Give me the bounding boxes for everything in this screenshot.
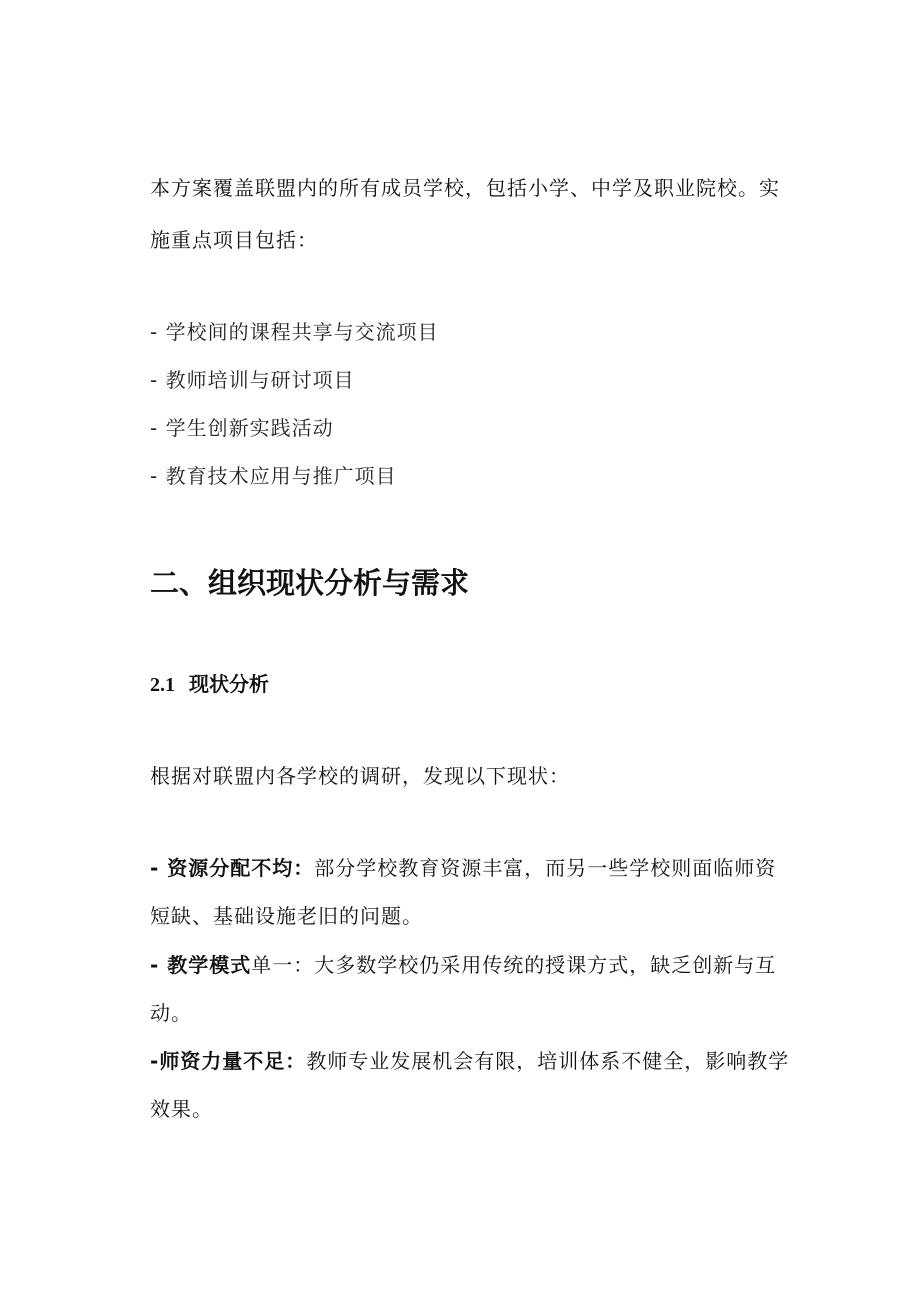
finding-1-line-1 — [150, 858, 800, 878]
subsection-title: 现状分析 — [189, 672, 269, 696]
finding-2-text: 单一：大多数学校仍采用传统的授课方式，缺乏创新与互 — [251, 953, 777, 977]
intro-paragraph-line-2: 施重点项目包括： — [150, 228, 318, 252]
list-item: - 学生创新实践活动 — [150, 416, 334, 440]
finding-2-bold: 教学模式 — [167, 953, 252, 977]
subsection-heading — [150, 672, 269, 697]
list-item: - 学校间的课程共享与交流项目 — [150, 320, 439, 344]
finding-3-text: 教师专业发展机会有限，培训体系不健全，影响教学 — [306, 1049, 790, 1073]
list-item: - 教育技术应用与推广项目 — [150, 464, 397, 488]
subsection-number: 2.1 — [150, 674, 175, 696]
list-item: - 教师培训与研讨项目 — [150, 368, 355, 392]
finding-2-line-1 — [150, 955, 800, 975]
finding-3-line-1 — [150, 1051, 800, 1071]
finding-3-line-2: 效果。 — [150, 1097, 213, 1121]
section-heading: 二、组织现状分析与需求 — [150, 566, 470, 600]
finding-2-line-2: 动。 — [150, 1001, 192, 1025]
finding-1-line-2: 短缺、基础设施老旧的问题。 — [150, 904, 423, 928]
finding-1-bold: 资源分配不均： — [167, 856, 315, 880]
lead-text: 根据对联盟内各学校的调研，发现以下现状： — [150, 764, 570, 788]
finding-1-prefix: - — [150, 856, 168, 880]
intro-paragraph-line-1: 本方案覆盖联盟内的所有成员学校，包括小学、中学及职业院校。实 — [150, 176, 780, 200]
finding-3-prefix: - — [150, 1049, 160, 1073]
finding-1-text: 部分学校教育资源丰富，而另一些学校则面临师资 — [314, 856, 777, 880]
finding-2-prefix: - — [150, 953, 168, 977]
finding-3-bold: 师资力量不足： — [159, 1049, 307, 1073]
